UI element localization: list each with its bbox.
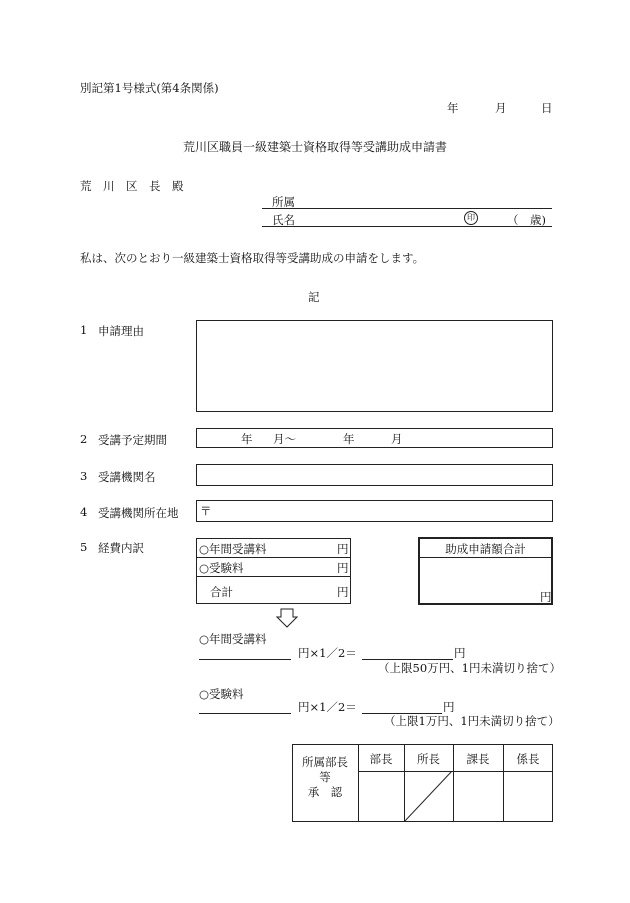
item-1-label: 申請理由 <box>98 324 144 338</box>
approval-header-bucho: 部長 <box>369 752 393 766</box>
addressee: 荒 川 区 長 殿 <box>80 179 184 193</box>
affiliation-label: 所属 <box>272 195 295 209</box>
item-5-label: 経費内訳 <box>98 541 144 555</box>
item-1-number: 1 <box>80 323 88 337</box>
approval-header-shocho: 所長 <box>417 752 440 766</box>
age-open: （ <box>507 213 519 227</box>
postal-mark-icon: 〒 <box>200 504 212 518</box>
expense-exam-label: ○受験料 <box>199 561 244 575</box>
reason-field[interactable] <box>196 320 553 412</box>
expense-tuition-label: ○年間受講料 <box>199 542 267 556</box>
period-field[interactable] <box>196 428 553 448</box>
expense-exam-unit: 円 <box>337 561 349 575</box>
name-label: 氏名 <box>272 213 295 227</box>
page-title: 荒川区職員一級建築士資格取得等受講助成申請書 <box>182 140 447 154</box>
age-label: 歳) <box>530 213 546 227</box>
item-2-label: 受講予定期間 <box>98 433 167 447</box>
item-3-label: 受講機関名 <box>98 470 156 484</box>
intro-text: 私は、次のとおり一級建築士資格取得等受講助成の申請をします。 <box>80 251 425 265</box>
ki-heading: 記 <box>308 290 320 304</box>
form-reference: 別記第1号様式(第4条関係) <box>80 81 219 95</box>
org-address-field[interactable] <box>196 500 553 522</box>
subsidy-total-unit: 円 <box>540 590 552 604</box>
calc-tuition-input-line[interactable] <box>199 659 291 660</box>
affiliation-underline <box>262 208 552 209</box>
item-4-number: 4 <box>80 505 88 519</box>
date-day-label: 日 <box>541 101 553 115</box>
date-year-label: 年 <box>447 101 459 115</box>
approval-left-line3: 承 認 <box>307 785 343 799</box>
expenses-divider-1 <box>196 557 351 558</box>
calc-exam-unit: 円 <box>443 700 455 714</box>
item-5-number: 5 <box>80 540 88 554</box>
subsidy-total-divider <box>418 557 553 558</box>
approval-header-kakaricho: 係長 <box>516 752 540 766</box>
period-year-2: 年 <box>343 432 355 446</box>
calc-exam-formula: 円×1／2＝ <box>298 700 357 714</box>
calc-exam-label: ○受験料 <box>199 687 244 701</box>
expense-total-unit: 円 <box>337 585 349 599</box>
director-cell-strike <box>404 771 453 822</box>
calc-exam-input-line[interactable] <box>199 713 291 714</box>
period-month-from: 月～ <box>273 432 296 446</box>
approval-left-line1: 所属部長 <box>302 755 348 769</box>
seal-icon: 印 <box>464 211 478 225</box>
date-month-label: 月 <box>495 101 507 115</box>
expense-tuition-unit: 円 <box>337 542 349 556</box>
approval-header-divider <box>358 771 553 772</box>
expenses-divider-2 <box>196 576 351 577</box>
period-month-2: 月 <box>391 432 403 446</box>
name-underline <box>262 226 552 227</box>
approval-left-line2: 等 <box>319 770 331 784</box>
down-arrow-icon <box>276 608 298 628</box>
calc-tuition-label: ○年間受講料 <box>199 632 267 646</box>
period-year-1: 年 <box>241 432 253 446</box>
item-3-number: 3 <box>80 469 88 483</box>
expense-total-label: 合計 <box>210 585 233 599</box>
approval-header-kacho: 課長 <box>466 752 490 766</box>
calc-exam-note: （上限1万円、1円未満切り捨て） <box>384 714 560 728</box>
calc-tuition-unit: 円 <box>454 646 466 660</box>
item-2-number: 2 <box>80 432 88 446</box>
calc-tuition-note: （上限50万円、1円未満切り捨て） <box>378 661 561 675</box>
item-4-label: 受講機関所在地 <box>98 506 179 520</box>
calc-tuition-formula: 円×1／2＝ <box>298 646 357 660</box>
org-name-field[interactable] <box>196 464 553 486</box>
subsidy-total-label: 助成申請額合計 <box>445 542 526 556</box>
